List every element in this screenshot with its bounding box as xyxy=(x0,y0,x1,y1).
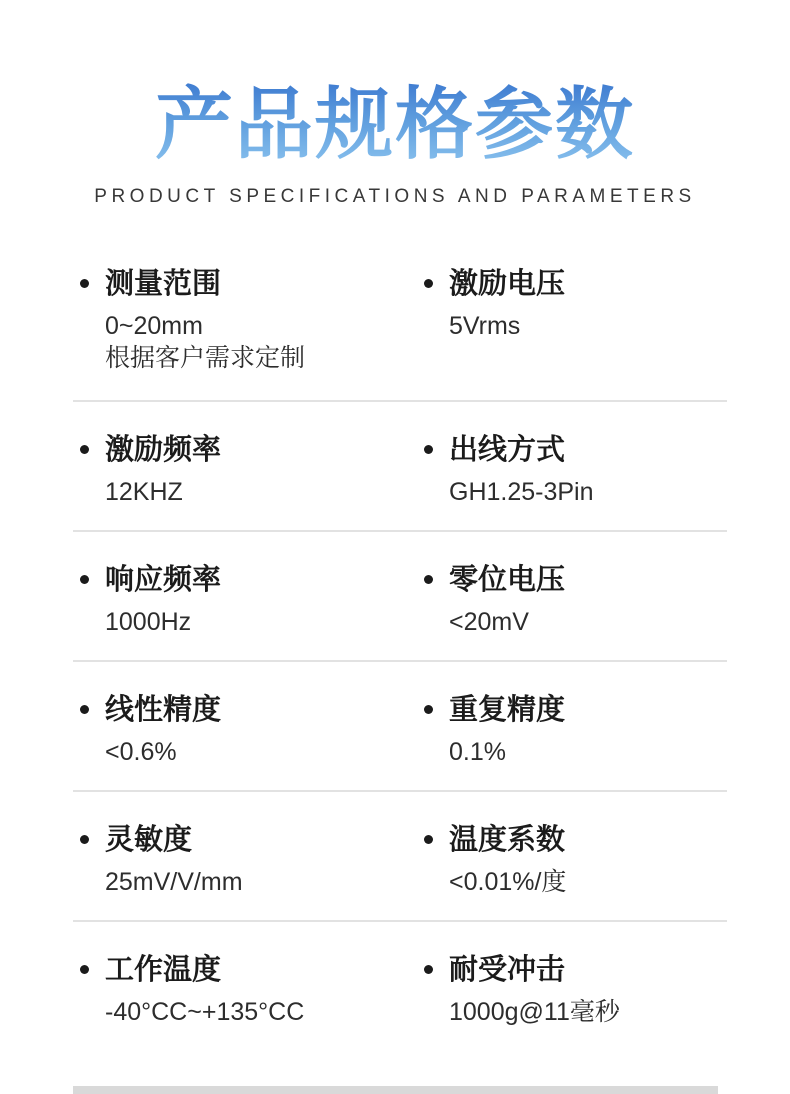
dot-icon xyxy=(424,965,433,974)
spec-label-text: 激励频率 xyxy=(105,433,222,466)
spec-item-sensitivity xyxy=(73,822,417,898)
spec-label xyxy=(73,952,417,988)
spec-row-3 xyxy=(73,532,727,662)
spec-value: 0~20mm xyxy=(105,311,203,340)
spec-label xyxy=(73,266,417,302)
spec-label-text: 工作温度 xyxy=(105,953,222,986)
spec-label-text: 重复精度 xyxy=(449,693,566,726)
spec-label-text: 零位电压 xyxy=(449,563,566,596)
spec-item-zero-voltage xyxy=(417,562,727,638)
spec-value: -40°CC~+135°CC xyxy=(105,997,305,1026)
spec-value: 1000g@11毫秒 xyxy=(449,997,620,1026)
spec-values xyxy=(449,310,727,342)
spec-label xyxy=(417,822,727,858)
spec-label xyxy=(417,562,727,598)
spec-label xyxy=(73,432,417,468)
spec-value: 5Vrms xyxy=(449,311,521,340)
spec-values xyxy=(105,606,417,638)
spec-values xyxy=(105,310,417,374)
spec-label-text: 灵敏度 xyxy=(105,823,193,856)
spec-label-text: 线性精度 xyxy=(105,693,222,726)
page-header xyxy=(0,0,790,208)
dot-icon xyxy=(80,445,89,454)
spec-value: 25mV/V/mm xyxy=(105,867,243,896)
spec-label xyxy=(73,692,417,728)
spec-values xyxy=(449,476,727,508)
spec-values xyxy=(105,736,417,768)
dot-icon xyxy=(80,575,89,584)
dot-icon xyxy=(424,279,433,288)
dot-icon xyxy=(424,835,433,844)
page-subtitle: PRODUCT SPECIFICATIONS AND PARAMETERS xyxy=(94,185,696,207)
page-title: 产品规格参数 xyxy=(0,82,790,168)
spec-list xyxy=(73,244,727,1050)
spec-item-shock-resistance xyxy=(417,952,727,1028)
spec-row-4 xyxy=(73,662,727,792)
spec-row-1 xyxy=(73,244,727,402)
spec-label-text: 响应频率 xyxy=(105,563,222,596)
spec-values xyxy=(449,736,727,768)
spec-label xyxy=(417,432,727,468)
dot-icon xyxy=(424,705,433,714)
spec-item-operating-temperature xyxy=(73,952,417,1028)
spec-item-repeatability xyxy=(417,692,727,768)
spec-value: 12KHZ xyxy=(105,477,183,506)
spec-row-2 xyxy=(73,402,727,532)
spec-value: 1000Hz xyxy=(105,607,192,636)
spec-label xyxy=(417,952,727,988)
spec-value: <20mV xyxy=(449,607,529,636)
spec-label xyxy=(417,692,727,728)
dot-icon xyxy=(424,575,433,584)
spec-values xyxy=(105,866,417,898)
spec-row-6 xyxy=(73,922,727,1050)
dot-icon xyxy=(80,835,89,844)
spec-values xyxy=(105,996,417,1028)
spec-value: GH1.25-3Pin xyxy=(449,477,594,506)
spec-label-text: 激励电压 xyxy=(449,267,566,300)
spec-label-text: 测量范围 xyxy=(105,267,222,300)
spec-value: <0.6% xyxy=(105,737,177,766)
spec-value: 根据客户需求定制 xyxy=(105,343,306,372)
spec-value: <0.01%/度 xyxy=(449,867,567,896)
spec-value: 0.1% xyxy=(449,737,506,766)
spec-item-linearity xyxy=(73,692,417,768)
spec-label-text: 出线方式 xyxy=(449,433,566,466)
spec-label-text: 温度系数 xyxy=(449,823,566,856)
spec-label xyxy=(417,266,727,302)
spec-item-excitation-frequency xyxy=(73,432,417,508)
spec-label xyxy=(73,562,417,598)
spec-values xyxy=(449,866,727,898)
dot-icon xyxy=(424,445,433,454)
spec-label xyxy=(73,822,417,858)
dot-icon xyxy=(80,279,89,288)
spec-label-text: 耐受冲击 xyxy=(449,953,566,986)
spec-values xyxy=(449,996,727,1028)
spec-values xyxy=(449,606,727,638)
spec-values xyxy=(105,476,417,508)
dot-icon xyxy=(80,705,89,714)
spec-item-measure-range xyxy=(73,266,417,374)
spec-item-response-frequency xyxy=(73,562,417,638)
spec-item-temperature-coefficient xyxy=(417,822,727,898)
spec-item-wire-type xyxy=(417,432,727,508)
dot-icon xyxy=(80,965,89,974)
bottom-section-divider xyxy=(73,1086,718,1094)
spec-item-excitation-voltage xyxy=(417,266,727,374)
spec-row-5 xyxy=(73,792,727,922)
